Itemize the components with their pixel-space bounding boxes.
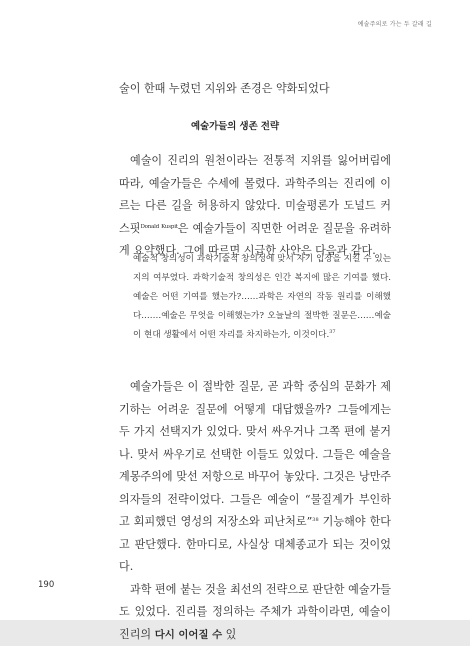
opening-line: 술이 한때 누렸던 지위와 존경은 약화되었다 xyxy=(119,82,330,95)
quote-text: 예술적 창의성이 과학기술적 창의성에 맞서 자기 입장을 지킬 수 있는지의 여부였다. 과학기술적 창의성은 인간 복지에 많은 기여를 했다. 예술은 어떤 기여를 했는가?……과학은 자연의 작동 원리를 이해했다.……예술은 무엇을 이해했는가? 오늘날의 절박한 질문은……예술이 현대 생활에서 어떤 자리를 차지하는가, 이것이다. xyxy=(133,254,391,341)
block-quote xyxy=(133,250,391,345)
footnote-ref-38: 38 xyxy=(312,517,319,523)
paragraph-2-text-a: 예술가들은 이 절박한 질문, 곧 과학 중심의 문화가 제기하는 어려운 질문에 어떻게 대답했을까? 그들에게는 두 가지 선택지가 있었다. 맞서 싸우거나 그쪽 편에 붙거나. 맞서 싸우기로 선택한 이들도 있었다. 그들은 예술을 계몽주의에 맞선 저항으로 바꾸어 놓았다. 그것은 낭만주의자들의 전략이었다. 그들은 예술이 “물질계가 부인하고 회피했던 영성의 저장소와 피난처로” xyxy=(119,380,391,528)
paragraph-3-text-a: 과학 편에 붙는 것을 최선의 전략으로 판단한 예술가들도 있었다. 진리를 정의하는 주체가 과학이라면, 예술이 진리의 xyxy=(119,582,391,641)
name-romanization: Donald Kuspit xyxy=(140,223,178,230)
paragraph-1-text-b: 은 예술가들이 직면한 어려운 질문을 유려하게 요약했다. 그에 따르면 시급한 사안은 다음과 같다. xyxy=(119,221,391,257)
paragraph-1 xyxy=(119,150,391,263)
emphasized-phrase: 다시 이어질 수 xyxy=(154,628,223,641)
running-header: 예술주의로 가는 두 갈래 길 xyxy=(357,21,432,28)
paragraph-1-text-a: 예술이 진리의 원천이라는 전통적 지위를 잃어버림에 따라, 예술가들은 수세에 몰렸다. 과학주의는 진리에 이르는 다른 길을 허용하지 않았다. 미술평론가 도널드 커스핏 xyxy=(119,154,391,235)
paragraph-2 xyxy=(119,376,391,646)
footnote-ref-37: 37 xyxy=(329,329,336,336)
page-number: 190 xyxy=(38,580,55,590)
paragraph-3-text-b: 있 xyxy=(222,627,237,641)
section-heading: 예술가들의 생존 전략 xyxy=(190,121,280,132)
paragraph-2-text-b: 기능해야 한다고 판단했다. 한마디로, 사실상 대체종교가 되는 것이었다. xyxy=(119,515,391,573)
